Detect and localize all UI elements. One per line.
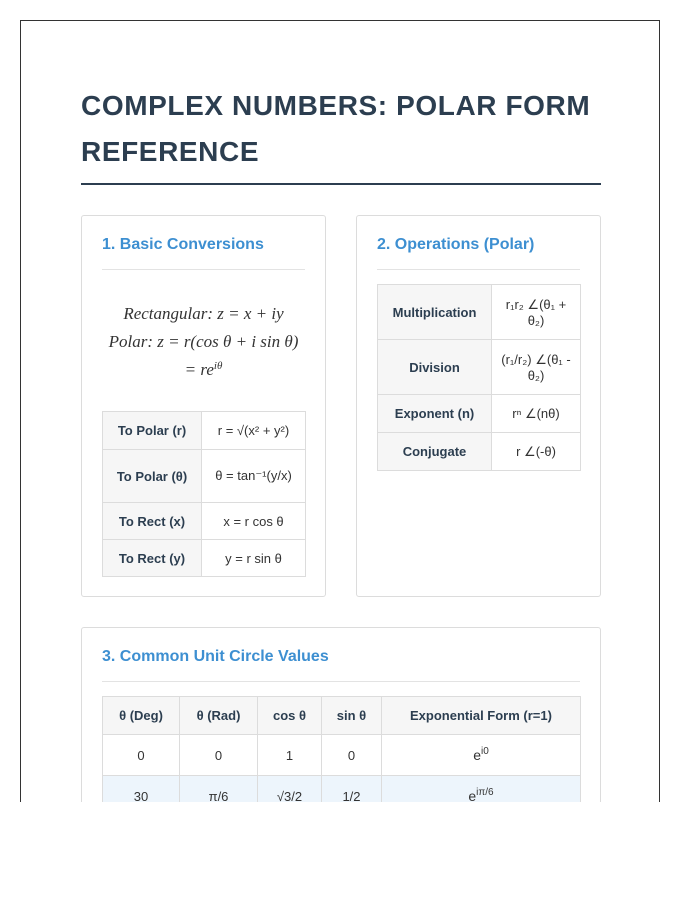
row-label: To Rect (y)	[103, 540, 202, 577]
column-header: cos θ	[258, 697, 322, 735]
conversions-table	[102, 411, 306, 577]
cell-exponential	[382, 735, 581, 776]
row-value: r ∠(-θ)	[492, 433, 581, 471]
row-label: Conjugate	[378, 433, 492, 471]
row-value: θ = tan⁻¹(y/x)	[202, 450, 306, 503]
exponential-formula-base: = re	[184, 360, 214, 379]
cell-sin: 0	[322, 735, 382, 776]
column-header: sin θ	[322, 697, 382, 735]
operations-table	[377, 284, 581, 471]
table-row	[103, 503, 306, 540]
column-header: Exponential Form (r=1)	[382, 697, 581, 735]
row-label: To Polar (r)	[103, 412, 202, 450]
row-label: Division	[378, 340, 492, 395]
exponential-exponent: i0	[481, 746, 489, 757]
cell-cos: 1	[258, 735, 322, 776]
unit-circle-table	[102, 696, 581, 802]
row-label: To Rect (x)	[103, 503, 202, 540]
rectangular-formula: Rectangular: z = x + iy	[123, 304, 284, 323]
table-row	[103, 540, 306, 577]
page-title: COMPLEX NUMBERS: POLAR FORM REFERENCE	[81, 90, 591, 167]
basic-conversions-heading: 1. Basic Conversions	[102, 236, 305, 270]
exponential-formula	[102, 356, 305, 384]
table-row	[103, 450, 306, 503]
table-row	[103, 776, 581, 803]
exponential-base: e	[468, 788, 477, 802]
row-value: x = r cos θ	[202, 503, 306, 540]
title-divider	[81, 183, 601, 185]
exponential-base: e	[473, 747, 481, 763]
table-row	[378, 395, 581, 433]
polar-operations-card	[356, 215, 601, 597]
reference-page	[20, 20, 660, 802]
cell-degrees: 0	[103, 735, 180, 776]
cell-sin: 1/2	[322, 776, 382, 803]
exponential-exponent: iπ/6	[476, 787, 494, 798]
table-header-row	[103, 697, 581, 735]
table-row	[378, 340, 581, 395]
cell-cos: √3/2	[258, 776, 322, 803]
cell-exponential	[382, 776, 581, 803]
conversion-formula	[102, 300, 305, 384]
row-value: r = √(x² + y²)	[202, 412, 306, 450]
table-row	[378, 433, 581, 471]
row-label: To Polar (θ)	[103, 450, 202, 503]
row-label: Multiplication	[378, 285, 492, 340]
polar-formula: Polar: z = r(cos θ + i sin θ)	[108, 332, 299, 351]
table-row	[378, 285, 581, 340]
column-header: θ (Rad)	[180, 697, 258, 735]
cell-radians: π/6	[180, 776, 258, 803]
unit-circle-heading: 3. Common Unit Circle Values	[102, 648, 580, 682]
unit-circle-card	[81, 627, 601, 802]
row-value: r₁r₂ ∠(θ₁ + θ₂)	[492, 285, 581, 340]
row-value: (r₁/r₂) ∠(θ₁ - θ₂)	[492, 340, 581, 395]
column-header: θ (Deg)	[103, 697, 180, 735]
table-row	[103, 735, 581, 776]
exponential-formula-exponent: iθ	[213, 360, 223, 372]
cell-degrees: 30	[103, 776, 180, 803]
row-label: Exponent (n)	[378, 395, 492, 433]
cell-radians: 0	[180, 735, 258, 776]
row-value: y = r sin θ	[202, 540, 306, 577]
polar-operations-heading: 2. Operations (Polar)	[377, 236, 580, 270]
basic-conversions-card	[81, 215, 326, 597]
table-row	[103, 412, 306, 450]
row-value: rⁿ ∠(nθ)	[492, 395, 581, 433]
